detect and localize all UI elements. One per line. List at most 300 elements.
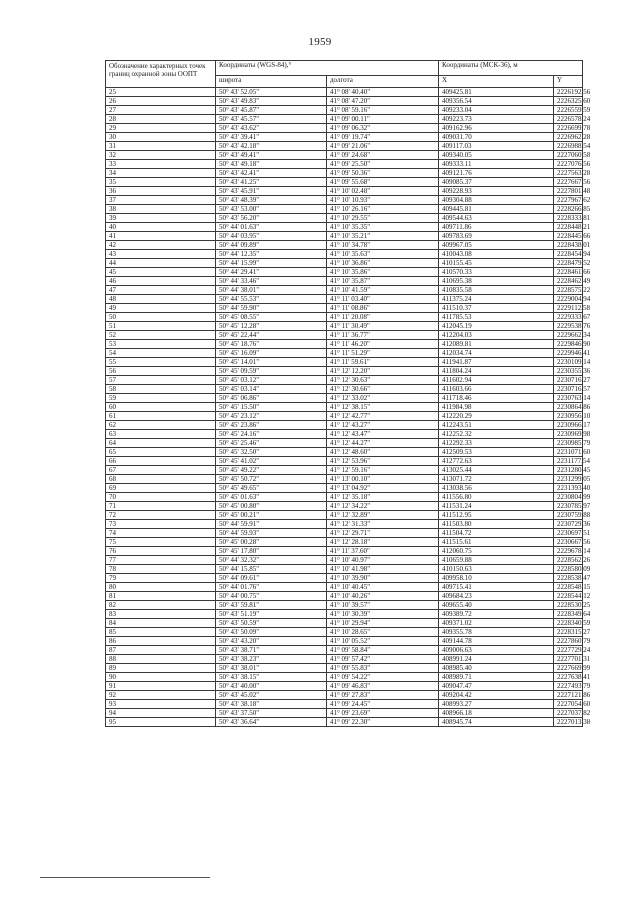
latitude-cell: 50° 44' 15.99"	[216, 259, 327, 268]
table-row	[106, 115, 583, 124]
longitude-cell: 41° 10' 35.87"	[327, 277, 439, 286]
table-row	[106, 394, 583, 403]
point-number-cell: 45	[106, 268, 216, 277]
x-cell: 409006.63	[439, 646, 554, 655]
latitude-cell: 50° 45' 32.50"	[216, 448, 327, 457]
point-number-cell: 32	[106, 151, 216, 160]
y-cell: 2226559.59	[554, 106, 583, 115]
x-cell: 409121.76	[439, 169, 554, 178]
table-row	[106, 277, 583, 286]
latitude-cell: 50° 45' 18.76"	[216, 340, 327, 349]
x-cell: 411602.94	[439, 376, 554, 385]
table-row	[106, 502, 583, 511]
longitude-cell: 41° 10' 35.35"	[327, 223, 439, 232]
point-number-cell: 65	[106, 448, 216, 457]
x-cell: 409544.63	[439, 214, 554, 223]
table-row	[106, 565, 583, 574]
y-cell: 2230716.57	[554, 385, 583, 394]
table-row	[106, 223, 583, 232]
table-row	[106, 187, 583, 196]
table-row	[106, 529, 583, 538]
x-cell: 409223.73	[439, 115, 554, 124]
latitude-cell: 50° 43' 37.50"	[216, 709, 327, 718]
table-row	[106, 628, 583, 637]
x-cell: 411785.53	[439, 313, 554, 322]
point-number-cell: 74	[106, 529, 216, 538]
longitude-cell: 41° 09' 55.68"	[327, 178, 439, 187]
table-row	[106, 430, 583, 439]
x-cell: 409204.42	[439, 691, 554, 700]
longitude-cell: 41° 10' 41.98"	[327, 565, 439, 574]
y-cell: 2228333.81	[554, 214, 583, 223]
latitude-cell: 50° 45' 09.59"	[216, 367, 327, 376]
x-cell: 413025.44	[439, 466, 554, 475]
x-cell: 409356.54	[439, 97, 554, 106]
table-row	[106, 295, 583, 304]
point-number-cell: 30	[106, 133, 216, 142]
y-cell: 2229662.34	[554, 331, 583, 340]
x-cell: 409333.11	[439, 160, 554, 169]
latitude-cell: 50° 43' 42.18"	[216, 142, 327, 151]
table-row	[106, 106, 583, 115]
y-cell: 2227121.86	[554, 691, 583, 700]
table-row	[106, 322, 583, 331]
latitude-cell: 50° 43' 42.41"	[216, 169, 327, 178]
y-cell: 2227493.79	[554, 682, 583, 691]
x-cell: 412034.74	[439, 349, 554, 358]
longitude-cell: 41° 09' 57.42"	[327, 655, 439, 664]
latitude-cell: 50° 43' 41.25"	[216, 178, 327, 187]
y-cell: 2230864.86	[554, 403, 583, 412]
longitude-cell: 41° 09' 24.45"	[327, 700, 439, 709]
y-cell: 2227060.58	[554, 151, 583, 160]
longitude-cell: 41° 09' 21.06"	[327, 142, 439, 151]
longitude-cell: 41° 10' 39.57"	[327, 601, 439, 610]
longitude-cell: 41° 12' 48.60"	[327, 448, 439, 457]
point-number-cell: 54	[106, 349, 216, 358]
point-number-cell: 53	[106, 340, 216, 349]
longitude-cell: 41° 11' 37.60"	[327, 547, 439, 556]
point-number-cell: 89	[106, 664, 216, 673]
table-row	[106, 178, 583, 187]
latitude-cell: 50° 44' 15.85"	[216, 565, 327, 574]
y-cell: 2228544.12	[554, 592, 583, 601]
point-number-cell: 47	[106, 286, 216, 295]
x-cell: 409389.72	[439, 610, 554, 619]
latitude-cell: 50° 45' 49.65"	[216, 484, 327, 493]
latitude-cell: 50° 44' 38.01"	[216, 286, 327, 295]
longitude-cell: 41° 10' 35.63"	[327, 250, 439, 259]
point-number-cell: 50	[106, 313, 216, 322]
longitude-cell: 41° 10' 02.48"	[327, 187, 439, 196]
longitude-cell: 41° 12' 38.15"	[327, 403, 439, 412]
x-cell: 409047.47	[439, 682, 554, 691]
x-cell: 409233.04	[439, 106, 554, 115]
latitude-cell: 50° 45' 00.21"	[216, 511, 327, 520]
x-cell: 410570.33	[439, 268, 554, 277]
point-number-cell: 27	[106, 106, 216, 115]
point-number-cell: 37	[106, 196, 216, 205]
point-number-cell: 82	[106, 601, 216, 610]
latitude-cell: 50° 43' 40.00"	[216, 682, 327, 691]
longitude-cell: 41° 12' 53.96"	[327, 457, 439, 466]
y-cell: 2229112.58	[554, 304, 583, 313]
longitude-cell: 41° 09' 00.11"	[327, 115, 439, 124]
point-number-cell: 92	[106, 691, 216, 700]
y-cell: 2230109.14	[554, 358, 583, 367]
latitude-cell: 50° 43' 45.57"	[216, 115, 327, 124]
latitude-cell: 50° 44' 59.90"	[216, 304, 327, 313]
point-number-cell: 51	[106, 322, 216, 331]
x-cell: 408989.71	[439, 673, 554, 682]
latitude-cell: 50° 43' 43.20"	[216, 637, 327, 646]
table-row	[106, 232, 583, 241]
table-row	[106, 448, 583, 457]
longitude-cell: 41° 10' 05.52"	[327, 637, 439, 646]
point-number-cell: 75	[106, 538, 216, 547]
point-number-cell: 63	[106, 430, 216, 439]
longitude-cell: 41° 12' 32.89"	[327, 511, 439, 520]
latitude-cell: 50° 45' 14.01"	[216, 358, 327, 367]
table-row	[106, 412, 583, 421]
longitude-cell: 41° 10' 28.65"	[327, 628, 439, 637]
point-number-cell: 26	[106, 97, 216, 106]
latitude-cell: 50° 43' 43.62"	[216, 124, 327, 133]
point-number-cell: 57	[106, 376, 216, 385]
x-cell: 412045.19	[439, 322, 554, 331]
longitude-cell: 41° 12' 35.18"	[327, 493, 439, 502]
y-cell: 2231071.60	[554, 448, 583, 457]
y-cell: 2228454.94	[554, 250, 583, 259]
y-cell: 2227037.82	[554, 709, 583, 718]
y-cell: 2228438.01	[554, 241, 583, 250]
point-number-cell: 90	[106, 673, 216, 682]
footnote-divider	[40, 877, 210, 878]
longitude-cell: 41° 09' 25.50"	[327, 160, 439, 169]
x-cell: 408991.24	[439, 655, 554, 664]
y-cell: 2226192.56	[554, 88, 583, 97]
longitude-cell: 41° 12' 59.16"	[327, 466, 439, 475]
latitude-cell: 50° 43' 45.87"	[216, 106, 327, 115]
latitude-cell: 50° 43' 50.59"	[216, 619, 327, 628]
point-number-cell: 64	[106, 439, 216, 448]
point-number-cell: 31	[106, 142, 216, 151]
table-row	[106, 169, 583, 178]
point-number-cell: 58	[106, 385, 216, 394]
longitude-cell: 41° 10' 29.55"	[327, 214, 439, 223]
header-wgs84-coordinates: Координаты (WGS-84),°	[216, 61, 439, 76]
x-cell: 409445.81	[439, 205, 554, 214]
table-row	[106, 376, 583, 385]
latitude-cell: 50° 44' 01.76"	[216, 583, 327, 592]
latitude-cell: 50° 43' 38.18"	[216, 700, 327, 709]
point-number-cell: 55	[106, 358, 216, 367]
table-row	[106, 682, 583, 691]
longitude-cell: 41° 10' 26.16"	[327, 205, 439, 214]
y-cell: 2230729.36	[554, 520, 583, 529]
x-cell: 409085.37	[439, 178, 554, 187]
point-number-cell: 86	[106, 637, 216, 646]
latitude-cell: 50° 43' 50.09"	[216, 628, 327, 637]
table-row	[106, 493, 583, 502]
x-cell: 411718.46	[439, 394, 554, 403]
x-cell: 410043.08	[439, 250, 554, 259]
longitude-cell: 41° 09' 27.83"	[327, 691, 439, 700]
longitude-cell: 41° 11' 59.61"	[327, 358, 439, 367]
table-row	[106, 313, 583, 322]
y-cell: 2230956.10	[554, 412, 583, 421]
table-row	[106, 349, 583, 358]
y-cell: 2230969.98	[554, 430, 583, 439]
longitude-cell: 41° 10' 35.86"	[327, 268, 439, 277]
longitude-cell: 41° 13' 04.92"	[327, 484, 439, 493]
x-cell: 409684.23	[439, 592, 554, 601]
longitude-cell: 41° 11' 08.86"	[327, 304, 439, 313]
longitude-cell: 41° 08' 59.16"	[327, 106, 439, 115]
longitude-cell: 41° 12' 43.47"	[327, 430, 439, 439]
point-number-cell: 93	[106, 700, 216, 709]
longitude-cell: 41° 09' 06.32"	[327, 124, 439, 133]
longitude-cell: 41° 10' 40.26"	[327, 592, 439, 601]
table-row	[106, 151, 583, 160]
point-number-cell: 49	[106, 304, 216, 313]
latitude-cell: 50° 43' 49.83"	[216, 97, 327, 106]
longitude-cell: 41° 11' 46.20"	[327, 340, 439, 349]
latitude-cell: 50° 45' 03.14"	[216, 385, 327, 394]
page-number: 1959	[308, 36, 332, 48]
y-cell: 2229333.67	[554, 313, 583, 322]
longitude-cell: 41° 09' 50.36"	[327, 169, 439, 178]
y-cell: 2229538.76	[554, 322, 583, 331]
latitude-cell: 50° 44' 32.32"	[216, 556, 327, 565]
x-cell: 409304.88	[439, 196, 554, 205]
coordinates-table	[105, 60, 591, 727]
y-cell: 2231393.40	[554, 484, 583, 493]
y-cell: 2228266.85	[554, 205, 583, 214]
longitude-cell: 41° 09' 19.74"	[327, 133, 439, 142]
table-row	[106, 574, 583, 583]
y-cell: 2231299.05	[554, 475, 583, 484]
table-row	[106, 250, 583, 259]
latitude-cell: 50° 45' 15.50"	[216, 403, 327, 412]
table-row	[106, 475, 583, 484]
y-cell: 2230697.51	[554, 529, 583, 538]
y-cell: 2230355.36	[554, 367, 583, 376]
y-cell: 2231177.54	[554, 457, 583, 466]
x-cell: 409715.41	[439, 583, 554, 592]
header-longitude: долгота	[327, 75, 439, 87]
x-cell: 409117.03	[439, 142, 554, 151]
x-cell: 408985.40	[439, 664, 554, 673]
y-cell: 2227013.38	[554, 718, 583, 727]
point-number-cell: 81	[106, 592, 216, 601]
table-row	[106, 88, 583, 97]
table-row	[106, 556, 583, 565]
point-number-cell: 76	[106, 547, 216, 556]
table-row	[106, 601, 583, 610]
latitude-cell: 50° 43' 52.05"	[216, 88, 327, 97]
table-row	[106, 160, 583, 169]
latitude-cell: 50° 45' 17.80"	[216, 547, 327, 556]
y-cell: 2226988.54	[554, 142, 583, 151]
y-cell: 2227667.56	[554, 178, 583, 187]
point-number-cell: 87	[106, 646, 216, 655]
table-row	[106, 592, 583, 601]
x-cell: 412089.81	[439, 340, 554, 349]
x-cell: 409340.05	[439, 151, 554, 160]
table-row	[106, 700, 583, 709]
latitude-cell: 50° 45' 22.44"	[216, 331, 327, 340]
table-row	[106, 511, 583, 520]
table-row	[106, 331, 583, 340]
x-cell: 411504.72	[439, 529, 554, 538]
latitude-cell: 50° 45' 23.12"	[216, 412, 327, 421]
latitude-cell: 50° 45' 16.09"	[216, 349, 327, 358]
table-row	[106, 484, 583, 493]
latitude-cell: 50° 45' 08.55"	[216, 313, 327, 322]
point-number-cell: 46	[106, 277, 216, 286]
latitude-cell: 50° 43' 38.01"	[216, 664, 327, 673]
point-number-cell: 83	[106, 610, 216, 619]
longitude-cell: 41° 11' 36.77"	[327, 331, 439, 340]
y-cell: 2228340.59	[554, 619, 583, 628]
table-row	[106, 259, 583, 268]
point-number-cell: 79	[106, 574, 216, 583]
table-row	[106, 691, 583, 700]
x-cell: 411603.66	[439, 385, 554, 394]
longitude-cell: 41° 12' 33.02"	[327, 394, 439, 403]
latitude-cell: 50° 45' 41.02"	[216, 457, 327, 466]
table-row	[106, 268, 583, 277]
latitude-cell: 50° 45' 49.22"	[216, 466, 327, 475]
longitude-cell: 41° 12' 31.33"	[327, 520, 439, 529]
table-row	[106, 385, 583, 394]
latitude-cell: 50° 45' 01.63"	[216, 493, 327, 502]
point-number-cell: 77	[106, 556, 216, 565]
table-row	[106, 358, 583, 367]
x-cell: 411804.24	[439, 367, 554, 376]
point-number-cell: 62	[106, 421, 216, 430]
point-number-cell: 44	[106, 259, 216, 268]
table-row	[106, 205, 583, 214]
longitude-cell: 41° 12' 42.77"	[327, 412, 439, 421]
x-cell: 411510.37	[439, 304, 554, 313]
y-cell: 2227860.79	[554, 637, 583, 646]
table-row	[106, 196, 583, 205]
longitude-cell: 41° 09' 46.83"	[327, 682, 439, 691]
latitude-cell: 50° 43' 36.64"	[216, 718, 327, 727]
latitude-cell: 50° 44' 00.75"	[216, 592, 327, 601]
latitude-cell: 50° 44' 09.89"	[216, 241, 327, 250]
y-cell: 2227563.28	[554, 169, 583, 178]
table-row	[106, 538, 583, 547]
x-cell: 409958.10	[439, 574, 554, 583]
point-number-cell: 34	[106, 169, 216, 178]
point-number-cell: 94	[106, 709, 216, 718]
y-cell: 2227638.41	[554, 673, 583, 682]
y-cell: 2230763.14	[554, 394, 583, 403]
x-cell: 411512.95	[439, 511, 554, 520]
latitude-cell: 50° 44' 12.35"	[216, 250, 327, 259]
point-number-cell: 56	[106, 367, 216, 376]
table-row	[106, 421, 583, 430]
y-cell: 2228575.22	[554, 286, 583, 295]
y-cell: 2229678.14	[554, 547, 583, 556]
y-cell: 2227801.48	[554, 187, 583, 196]
point-number-cell: 88	[106, 655, 216, 664]
longitude-cell: 41° 11' 03.40"	[327, 295, 439, 304]
latitude-cell: 50° 45' 50.72"	[216, 475, 327, 484]
x-cell: 411375.24	[439, 295, 554, 304]
latitude-cell: 50° 43' 59.81"	[216, 601, 327, 610]
table-row	[106, 520, 583, 529]
latitude-cell: 50° 45' 03.12"	[216, 376, 327, 385]
y-cell: 2227701.31	[554, 655, 583, 664]
table-row	[106, 664, 583, 673]
latitude-cell: 50° 43' 48.39"	[216, 196, 327, 205]
x-cell: 410659.88	[439, 556, 554, 565]
table-row	[106, 610, 583, 619]
x-cell: 412509.53	[439, 448, 554, 457]
longitude-cell: 41° 08' 47.20"	[327, 97, 439, 106]
header-y: Y	[554, 75, 583, 87]
longitude-cell: 41° 09' 23.69"	[327, 709, 439, 718]
latitude-cell: 50° 43' 38.15"	[216, 673, 327, 682]
latitude-cell: 50° 44' 29.41"	[216, 268, 327, 277]
x-cell: 408945.74	[439, 718, 554, 727]
x-cell: 410835.58	[439, 286, 554, 295]
y-cell: 2227669.99	[554, 664, 583, 673]
x-cell: 409031.70	[439, 133, 554, 142]
longitude-cell: 41° 13' 00.10"	[327, 475, 439, 484]
y-cell: 2226325.60	[554, 97, 583, 106]
y-cell: 2227054.60	[554, 700, 583, 709]
latitude-cell: 50° 43' 38.71"	[216, 646, 327, 655]
longitude-cell: 41° 11' 30.49"	[327, 322, 439, 331]
point-number-cell: 48	[106, 295, 216, 304]
x-cell: 409655.40	[439, 601, 554, 610]
longitude-cell: 41° 09' 55.83"	[327, 664, 439, 673]
x-cell: 408993.27	[439, 700, 554, 709]
latitude-cell: 50° 43' 53.00"	[216, 205, 327, 214]
longitude-cell: 41° 09' 24.68"	[327, 151, 439, 160]
point-number-cell: 42	[106, 241, 216, 250]
point-number-cell: 61	[106, 412, 216, 421]
x-cell: 412060.75	[439, 547, 554, 556]
point-number-cell: 35	[106, 178, 216, 187]
y-cell: 2226962.28	[554, 133, 583, 142]
point-number-cell: 85	[106, 628, 216, 637]
x-cell: 411941.87	[439, 358, 554, 367]
table-row	[106, 457, 583, 466]
longitude-cell: 41° 08' 40.40"	[327, 88, 439, 97]
longitude-cell: 41° 10' 40.97"	[327, 556, 439, 565]
x-cell: 410150.63	[439, 565, 554, 574]
point-number-cell: 80	[106, 583, 216, 592]
longitude-cell: 41° 10' 41.59"	[327, 286, 439, 295]
x-cell: 411556.80	[439, 493, 554, 502]
y-cell: 2228580.09	[554, 565, 583, 574]
y-cell: 2226699.78	[554, 124, 583, 133]
point-number-cell: 38	[106, 205, 216, 214]
x-cell: 412204.03	[439, 331, 554, 340]
point-number-cell: 39	[106, 214, 216, 223]
x-cell: 409711.86	[439, 223, 554, 232]
point-number-cell: 84	[106, 619, 216, 628]
y-cell: 2228315.27	[554, 628, 583, 637]
table-row	[106, 439, 583, 448]
longitude-cell: 41° 12' 30.66"	[327, 385, 439, 394]
